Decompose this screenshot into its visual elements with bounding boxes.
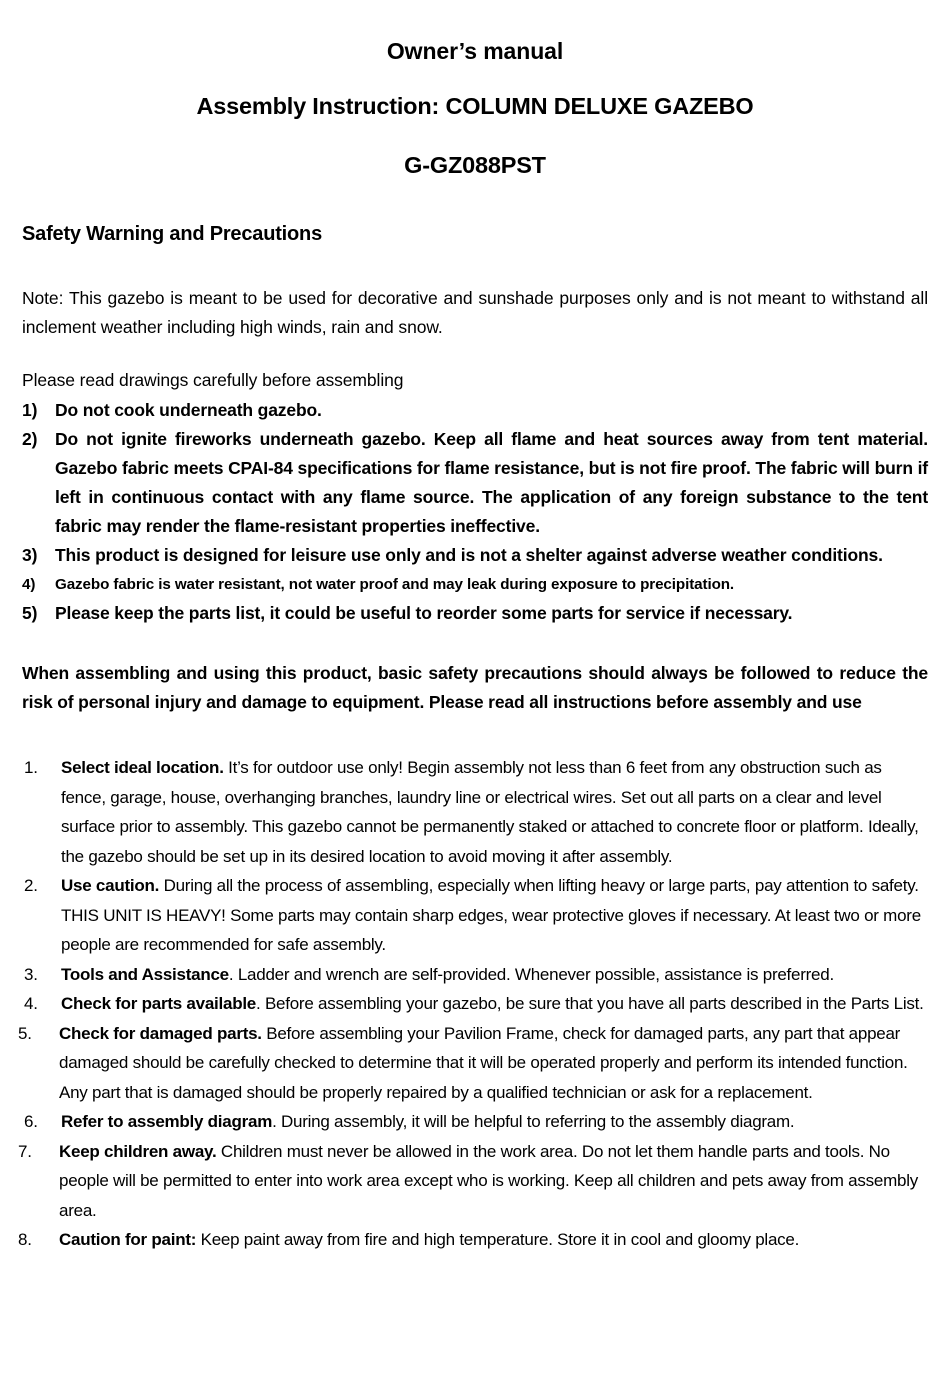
read-drawings-text: Please read drawings carefully before assembling [22, 370, 404, 390]
list-marker: 5) [22, 603, 38, 623]
list-marker: 3) [22, 545, 38, 565]
safety-warning-list [22, 395, 928, 628]
list-item-text: Keep paint away from fire and high temperature. Store it in cool and gloomy place. [196, 1230, 800, 1249]
list-item [22, 396, 928, 425]
model-number: G-GZ088PST [404, 151, 546, 178]
list-item-text: . Before assembling your gazebo, be sure that you have all parts described in the Parts List. [256, 994, 924, 1013]
list-marker: 6. [24, 1112, 38, 1131]
list-item [22, 1107, 928, 1137]
list-item-text: It’s for outdoor use only! Begin assembly not less than 6 feet from any obstruction such as fence, garage, house, overhanging branches, laundry line or electrical wires. Set out all parts on a clear and level surface prior to assembly. This gazebo cannot be permanently staked or attached to concrete floor or platform. Ideally, the gazebo should be set up in its desired location to avoid moving it after assembly. [61, 758, 919, 866]
list-item-lead: Check for damaged parts. [59, 1023, 262, 1043]
list-item-lead: Tools and Assistance [61, 964, 229, 984]
list-marker: 4) [22, 576, 36, 593]
list-item-text: . Ladder and wrench are self-provided. Whenever possible, assistance is preferred. [228, 964, 834, 984]
list-marker: 5. [18, 1023, 32, 1043]
list-item [16, 1225, 928, 1255]
safety-section-heading: Safety Warning and Precautions [22, 223, 322, 245]
page-title: Owner’s manual [386, 38, 564, 64]
list-marker: 2. [24, 876, 38, 895]
list-item-lead: Keep children away. [59, 1141, 217, 1161]
list-item [22, 871, 928, 960]
list-item [22, 425, 928, 541]
list-item-text: . During assembly, it will be helpful to referring to the assembly diagram. [272, 1112, 795, 1131]
list-marker: 3. [24, 964, 38, 984]
list-item [22, 570, 928, 599]
list-item-text: Children must never be allowed in the work area. Do not let them handle parts and tools. No people will be permitted to enter into work area except who is working. Keep all children and pets away from assembly area. [59, 1141, 918, 1220]
list-item [22, 753, 928, 871]
list-item-text: This product is designed for leisure use only and is not a shelter against adverse weather conditions. [55, 545, 883, 565]
assembly-instruction-list [18, 717, 928, 1255]
list-item-text: During all the process of assembling, especially when lifting heavy or large parts, pay attention to safety. THIS UNIT IS HEAVY! Some parts may contain sharp edges, wear protective gloves if necessary. At least two or more people are recommended for safe assembly. [61, 876, 921, 954]
list-item-text: Do not ignite fireworks underneath gazebo. Keep all flame and heat sources away from tent material. Gazebo fabric meets CPAI-84 specifications for flame resistance, but is not fire proof. The fabric will burn if left in continuous contact with any flame source. The application of any foreign substance to the tent fabric may render the flame-resistant properties ineffective. [55, 429, 928, 536]
assembly-instruction-title: Assembly Instruction: COLUMN DELUXE GAZEBO [196, 93, 754, 119]
list-item-lead: Select ideal location. [61, 758, 224, 777]
precaution-paragraph: When assembling and using this product, basic safety precautions should always be followed to reduce the risk of personal injury and damage to equipment. Please read all instructions before assembly and use [22, 663, 928, 712]
list-marker: 8. [18, 1230, 32, 1249]
list-item-lead: Check for parts available [61, 994, 257, 1013]
list-item-text: Do not cook underneath gazebo. [55, 400, 322, 420]
safety-note-paragraph: Note: This gazebo is meant to be used for decorative and sunshade purposes only and is not meant to withstand all inclement weather including high winds, rain and snow. [22, 288, 928, 337]
list-marker: 7. [18, 1141, 32, 1161]
list-item-text: Gazebo fabric is water resistant, not water proof and may leak during exposure to precipitation. [55, 576, 735, 593]
list-item-text: Before assembling your Pavilion Frame, check for damaged parts, any part that appear damaged should be carefully checked to determine that it will be operated properly and perform its intended function. Any part that is damaged should be properly repaired by a qualified technician or ask for a replacement. [59, 1023, 908, 1102]
list-item [22, 960, 928, 990]
list-item [16, 1137, 928, 1226]
list-item-lead: Use caution. [61, 876, 160, 895]
list-item [16, 1019, 928, 1108]
list-marker: 2) [22, 429, 38, 449]
list-marker: 4. [24, 994, 38, 1013]
list-marker: 1. [24, 758, 38, 777]
list-item [22, 599, 928, 628]
list-item [22, 989, 928, 1019]
list-item-lead: Refer to assembly diagram [61, 1112, 273, 1131]
list-marker: 1) [22, 400, 38, 420]
list-item-lead: Caution for paint: [59, 1230, 197, 1249]
list-item [22, 541, 928, 570]
list-item-text: Please keep the parts list, it could be useful to reorder some parts for service if necessary. [55, 603, 793, 623]
